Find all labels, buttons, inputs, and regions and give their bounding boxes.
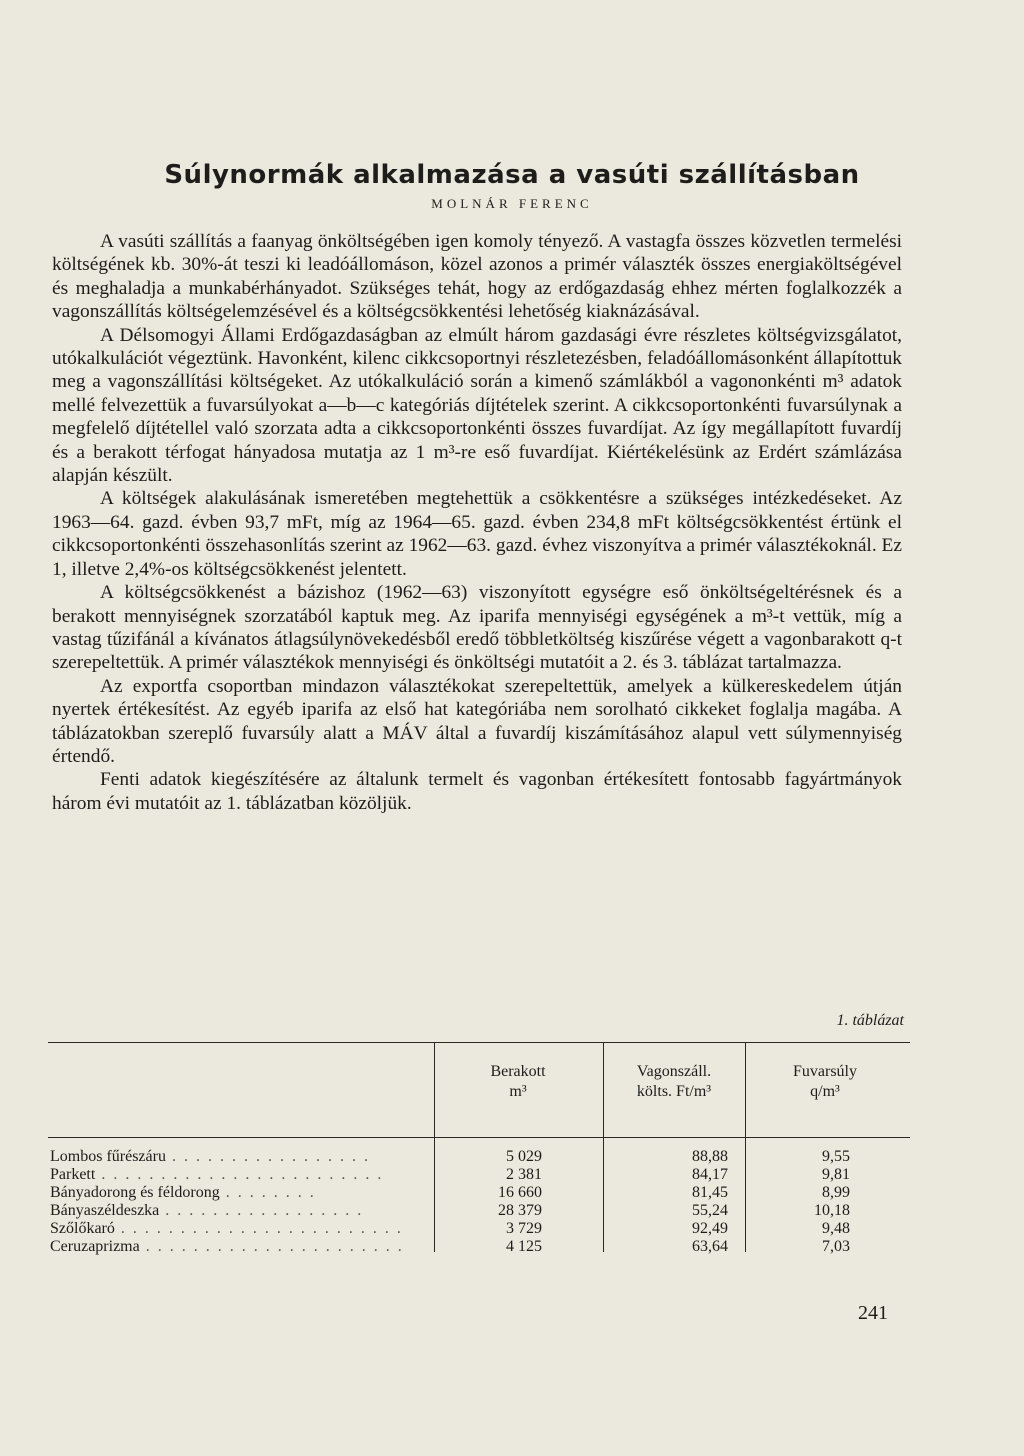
cell-fuvarsuly: 9,48 (822, 1220, 850, 1237)
leader-dots: . . . . . . . . . . . . . . . . . . . . . . . . (95, 1166, 384, 1183)
cell-fuvarsuly: 9,81 (822, 1166, 850, 1183)
cell-berakott: 16 660 (498, 1184, 542, 1201)
table-row (48, 1148, 910, 1166)
header-vagonszall (608, 1062, 740, 1102)
article-body (52, 230, 902, 815)
table-caption: 1. táblázat (836, 1012, 904, 1029)
row-label: Bányadorong és féldorong . . . . . . . . (50, 1184, 316, 1201)
cell-vagonszall: 84,17 (692, 1166, 728, 1183)
cell-fuvarsuly: 7,03 (822, 1238, 850, 1255)
leader-dots: . . . . . . . . . . . . . . . . . . . . . . . . (114, 1220, 403, 1237)
header-berakott (448, 1062, 588, 1102)
cell-fuvarsuly: 8,99 (822, 1184, 850, 1201)
table-top-rule (48, 1042, 910, 1043)
article-title: Súlynormák alkalmazása a vasúti szállításban (164, 160, 860, 190)
cell-berakott: 5 029 (506, 1148, 542, 1165)
article-author: MOLNÁR FERENC (431, 196, 593, 211)
header-text: Berakott m³ (490, 1063, 546, 1100)
cell-vagonszall: 81,45 (692, 1184, 728, 1201)
header-text: Vagonszáll. költs. Ft/m³ (636, 1063, 712, 1100)
paragraph: A Délsomogyi Állami Erdőgazdaságban az elmúlt három gazdasági évre részletes költségvizsgálatot, utókalkulációt végeztünk. Havonként, kilenc cikkcsoportnyi részletezésben, feladóállomásonként állapítottuk meg a vagonszállítási költségeket. Az utókalkuláció során a kimenő számlákból a vagononkénti m³ adatok mellé felvezettük a fuvarsúlyokat a—b—c kategóriás díjtételek szerint. A cikkcsoportonkénti fuvarsúlynak a megfelelő díjtétellel való szorzata adta a cikkcsoportonkénti összes fuvardíjat. Az így megállapított fuvardíj és a berakott térfogat hányadosa mutatja az 1 m³-re eső fuvardíjat. Kiértékelésünk az Erdért számlázása alapján készült. (52, 324, 902, 487)
table-row (48, 1184, 910, 1202)
cell-fuvarsuly: 9,55 (822, 1148, 850, 1165)
cell-berakott: 3 729 (506, 1220, 542, 1237)
cell-berakott: 4 125 (506, 1238, 542, 1255)
cell-vagonszall: 88,88 (692, 1148, 728, 1165)
table-row (48, 1220, 910, 1238)
cell-vagonszall: 92,49 (692, 1220, 728, 1237)
paragraph: Az exportfa csoportban mindazon választékokat szerepeltettük, amelyek a külkereskedelem útján nyertek értékesítést. Az egyéb iparifa az első hat kategóriába nem sorolható cikkeket foglalja magába. A táblázatokban szereplő fuvarsúly alatt a MÁV által a fuvardíj kiszámításához alapul vett súlymennyiség értendő. (52, 675, 902, 767)
row-label: Bányaszéldeszka . . . . . . . . . . . . . . . . . (50, 1202, 364, 1219)
leader-dots: . . . . . . . . . . . . . . . . . . . . . . (139, 1238, 404, 1255)
row-label: Parkett . . . . . . . . . . . . . . . . . . . . . . . . (50, 1166, 384, 1183)
row-label: Ceruzaprizma . . . . . . . . . . . . . . . . . . . . . . (50, 1238, 404, 1255)
page-number: 241 (858, 1302, 888, 1324)
row-label: Szőlőkaró . . . . . . . . . . . . . . . . . . . . . . . . (50, 1220, 403, 1237)
data-table (48, 1042, 910, 1262)
cell-fuvarsuly: 10,18 (814, 1202, 850, 1219)
paragraph: A vasúti szállítás a faanyag önköltségében igen komoly tényező. A vastagfa összes közvetlen termelési költségének kb. 30%-át teszi ki leadóállomáson, közel azonos a primér választék összes energiaköltségével és meghaladja a munkabérhányadot. Szükséges tehát, hogy az erdőgazdaság ehhez mérten foglalkozzék a vagonszállítás költségelemzésével és a költségcsökkentési lehetőség kiaknázásával. (52, 231, 902, 323)
table-row (48, 1238, 910, 1256)
paragraph: Fenti adatok kiegészítésére az általunk termelt és vagonban értékesített fontosabb fagyártmányok három évi mutatóit az 1. táblázatban közöljük. (52, 769, 902, 814)
cell-berakott: 28 379 (498, 1202, 542, 1219)
header-text: Fuvarsúly q/m³ (793, 1063, 857, 1100)
paragraph: A költségek alakulásának ismeretében megtehettük a csökkentésre a szükséges intézkedéseket. Az 1963—64. gazd. évben 93,7 mFt, míg az 1964—65. gazd. évben 234,8 mFt költségcsökkentést értünk el cikkcsoportonkénti összehasonlítás szerint az 1962—63. gazd. évhez viszonyítva a primér választékoknál. Ez 1, illetve 2,4%-os költségcsökkenést jelentett. (52, 488, 902, 580)
table-row (48, 1166, 910, 1184)
leader-dots: . . . . . . . . (219, 1184, 316, 1201)
table-row (48, 1202, 910, 1220)
paragraph: A költségcsökkenést a bázishoz (1962—63) viszonyított egységre eső önköltségeltérésnek és a berakott mennyiségnek szorzatából kaptuk meg. Az iparifa mennyiségi egységének a m³-t vettük, míg a vastag tűzifánál a kívánatos átlagsúlynövekedésből eredő többletköltség kiszűrése végett a vagonbarakott q-t szerepeltettük. A primér választékok mennyiségi és önköltségi mutatóit a 2. és 3. táblázat tartalmazza. (52, 582, 902, 674)
header-fuvarsuly (750, 1062, 900, 1102)
leader-dots: . . . . . . . . . . . . . . . . . (165, 1148, 370, 1165)
cell-vagonszall: 55,24 (692, 1202, 728, 1219)
leader-dots: . . . . . . . . . . . . . . . . . (159, 1202, 364, 1219)
cell-berakott: 2 381 (506, 1166, 542, 1183)
cell-vagonszall: 63,64 (692, 1238, 728, 1255)
header-bottom-rule (48, 1137, 910, 1138)
row-label: Lombos fűrészáru . . . . . . . . . . . . . . . . . (50, 1148, 370, 1165)
